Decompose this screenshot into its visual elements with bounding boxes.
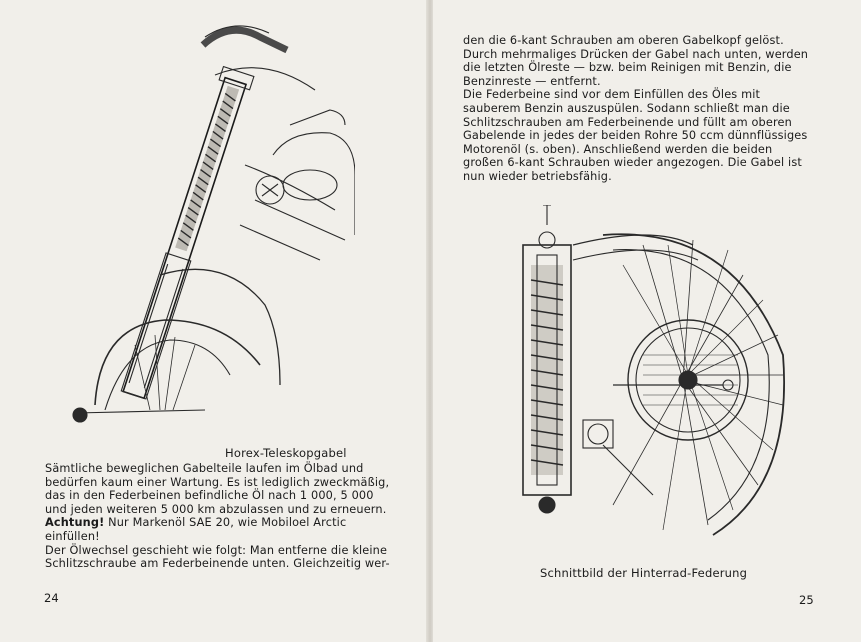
page-number: 24 <box>44 591 59 605</box>
figure-caption: Horex-Teleskopgabel <box>225 446 347 460</box>
page-number: 25 <box>799 593 814 607</box>
paragraph: Sämtliche beweglichen Gabelteile laufen im Ölbad und bedürfen kaum einer Wartung. Es ist lediglich zweckmäßig, das in den Federbeinen befindliche Öl nach 1 000, 5 000 und jeden weiteren 5 000 km abzulassen und zu erneuern. <box>45 462 390 516</box>
telescopic-fork-illustration <box>55 15 355 440</box>
rear-suspension-cutaway-illustration <box>493 205 793 565</box>
right-page <box>433 0 861 642</box>
paragraph: Der Ölwechsel geschieht wie folgt: Man entferne die kleine Schlitzschraube am Federbeinende unten. Gleichzeitig wer- <box>45 543 390 571</box>
body-text <box>463 34 813 184</box>
paragraph: den die 6-kant Schrauben am oberen Gabelkopf gelöst. Durch mehrmaliges Drücken der Gabel nach unten, werden die letzten Ölreste — bzw. beim Reinigen mit Benzin, die Benzinreste — entfernt. <box>463 34 809 88</box>
left-page <box>0 0 428 642</box>
body-text <box>45 462 390 571</box>
suspension-strut <box>523 232 571 513</box>
paragraph: Die Federbeine sind vor dem Einfüllen des Öles mit sauberem Benzin auszuspülen. Sodann schließt man die Schlitzschrauben am Federbeinende und füllt am oberen Gabelende in jedes der beiden Rohre 50 ccm dünnflüssiges Motorenöl (s. oben). Anschließend werden die beiden großen 6-kant Schrauben wieder angezogen. Die Gabel ist nun wieder betriebsfähig. <box>463 88 808 183</box>
warning-paragraph <box>45 516 390 543</box>
fork-tube <box>118 67 253 400</box>
warning-label: Achtung! <box>45 516 105 530</box>
figure-caption: Schnittbild der Hinterrad-Federung <box>540 566 748 580</box>
warning-text: Nur Markenöl SAE 20, wie Mobiloel Arctic einfüllen! <box>45 516 347 543</box>
